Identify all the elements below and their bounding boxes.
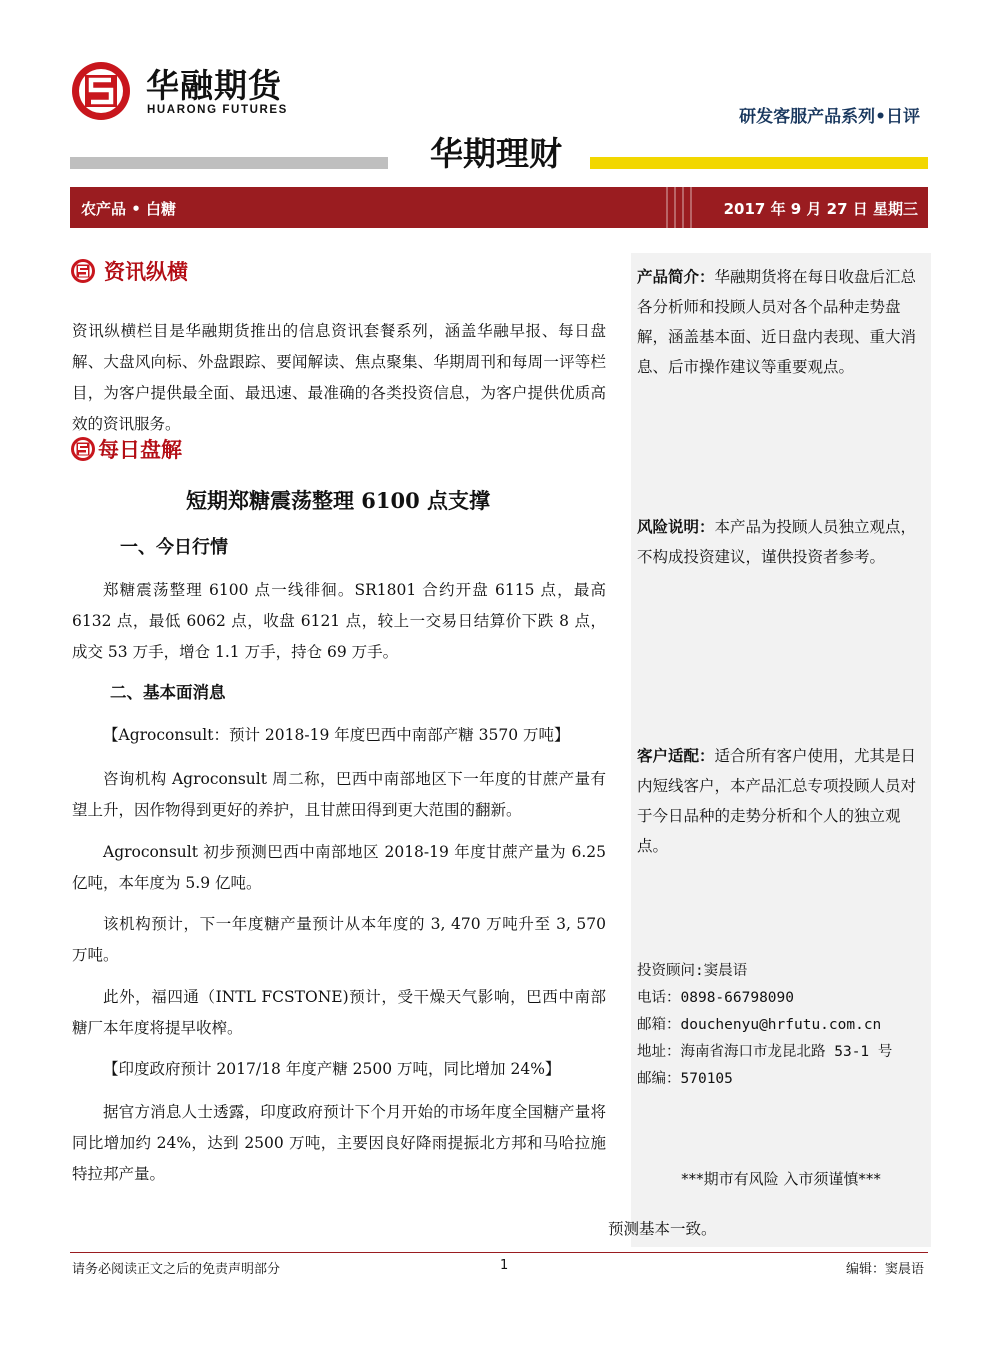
article-title: 短期郑糖震荡整理 6100 点支撑 [185, 488, 491, 513]
news-intro-paragraph: 资讯纵横栏目是华融期货推出的信息资讯套餐系列，涵盖华融早报、每日盘解、大盘风向标、外盘跟踪、要闻解读、焦点聚集、华期周刊和每周一评等栏目，为客户提供最全面、最迅速、最准确的各类投资信息，为客户提供优质高效的资讯服务。 [72, 322, 606, 433]
banner-stripe [666, 187, 668, 228]
report-date: 2017 年 9 月 27 日 星期三 [723, 200, 918, 218]
product-intro-label: 产品简介： [637, 268, 715, 286]
section-heading-news [70, 256, 188, 286]
product-intro [637, 262, 929, 382]
news1-paragraph-2: Agroconsult 初步预测巴西中南部地区 2018-19 年度甘蔗产量为 6.25 亿吨，本年度为 5.9 亿吨。 [72, 843, 606, 892]
risk-warning: ***期市有风险 入市须谨慎*** [681, 1170, 881, 1188]
subheading-today-market: 一、今日行情 [120, 537, 228, 558]
category-banner [70, 187, 928, 228]
risk-statement-text: 本产品为投顾人员独立观点，不构成投资建议，谨供投资者参考。 [637, 518, 917, 566]
news1-paragraph-3: 该机构预计，下一年度糖产量预计从本年度的 3, 470 万吨升至 3, 570 万吨。 [72, 915, 606, 964]
client-fit-label: 客户适配： [637, 747, 715, 765]
huarong-logo-icon [70, 60, 132, 122]
product-series: 研发客服产品系列•日评 [739, 107, 920, 127]
banner-stripe [674, 187, 676, 228]
product-intro-text: 华融期货将在每日收盘后汇总各分析师和投顾人员对各个品种走势盘解，涵盖基本面、近日盘内表现、重大消息、后市操作建议等重要观点。 [637, 268, 917, 376]
huarong-s-icon [70, 436, 96, 462]
news1-paragraph-1: 咨询机构 Agroconsult 周二称，巴西中南部地区下一年度的甘蔗产量有望上升，因作物得到更好的养护，且甘蔗田得到更大范围的翻新。 [72, 770, 606, 819]
section-title-daily: 每日盘解 [98, 438, 182, 462]
risk-statement [637, 512, 929, 572]
subheading-fundamentals: 二、基本面消息 [110, 683, 226, 702]
huarong-s-icon [70, 258, 96, 284]
header-grey-bar [70, 157, 388, 169]
news1-paragraph-4: 此外，福四通（INTL FCSTONE)预计，受干燥天气影响，巴西中南部糖厂本年度将提早收榨。 [72, 988, 606, 1037]
news2-paragraph-1: 据官方消息人士透露，印度政府预计下个月开始的市场年度全国糖产量将同比增加约 24%，达到 2500 万吨，主要因良好降雨提振北方邦和马哈拉施特拉邦产量。 [72, 1103, 606, 1183]
overflow-text: 预测基本一致。 [608, 1220, 717, 1238]
section-title-news: 资讯纵横 [104, 260, 188, 284]
logo-text-cn: 华融期货 [146, 66, 282, 105]
email-address: 邮箱：douchenyu@hrfutu.com.cn [637, 1017, 882, 1033]
advisor-name: 投资顾问:窦晨语 [637, 963, 748, 979]
postal-address: 地址：海南省海口市龙昆北路 53-1 号 [637, 1044, 893, 1060]
news1-title: 【Agroconsult：预计 2018-19 年度巴西中南部产糖 3570 万吨】 [103, 726, 570, 744]
risk-statement-label: 风险说明： [637, 518, 715, 536]
banner-stripe [690, 187, 692, 228]
postcode: 邮编：570105 [637, 1071, 733, 1087]
page-title: 华期理财 [430, 134, 562, 173]
footer-editor: 编辑：窦晨语 [845, 1262, 924, 1277]
contact-info [637, 958, 892, 1093]
page-number: 1 [500, 1258, 509, 1273]
banner-stripe [682, 187, 684, 228]
market-paragraph: 郑糖震荡整理 6100 点一线徘徊。SR1801 合约开盘 6115 点，最高 6132 点，最低 6062 点，收盘 6121 点，较上一交易日结算价下跌 8 点，成交 53 万手，增仓 1.1 万手，持仓 69 万手。 [72, 581, 606, 661]
category-label: 农产品 • 白糖 [81, 200, 177, 218]
logo-text-en: HUARONG FUTURES [147, 104, 288, 116]
section-heading-daily [70, 434, 182, 464]
footer-disclaimer: 请务必阅读正文之后的免责声明部分 [72, 1262, 281, 1277]
header-yellow-bar [590, 157, 928, 169]
phone-number: 电话：0898-66798090 [637, 990, 794, 1006]
footer-rule [70, 1252, 928, 1253]
client-fit [637, 741, 929, 861]
news2-title: 【印度政府预计 2017/18 年度产糖 2500 万吨，同比增加 24%】 [103, 1060, 561, 1078]
client-fit-text: 适合所有客户使用，尤其是日内短线客户，本产品汇总专项投顾人员对于今日品种的走势分析和个人的独立观点。 [637, 747, 917, 855]
